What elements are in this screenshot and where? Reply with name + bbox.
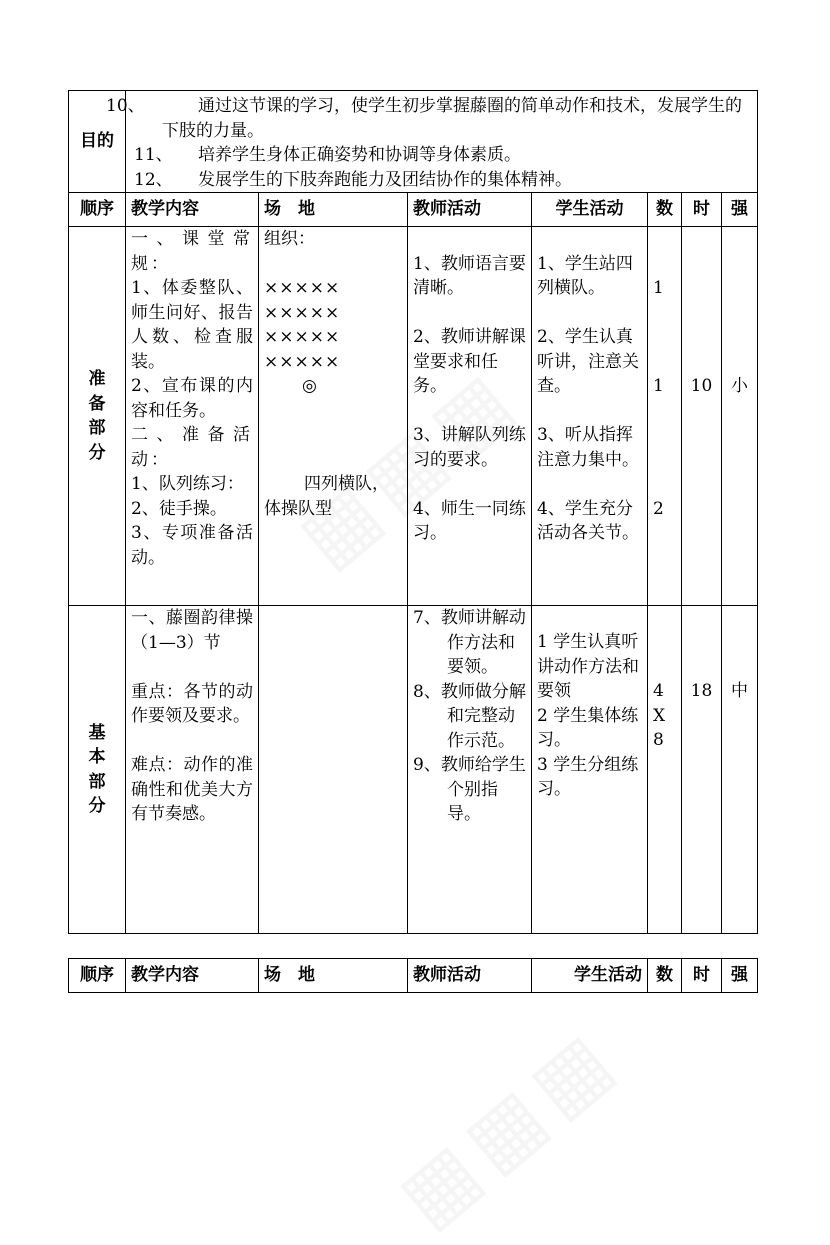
prep-count: 1 1 2 xyxy=(648,227,682,606)
basic-count: 4 X 8 xyxy=(648,606,682,934)
header-order: 顺序 xyxy=(69,193,126,227)
header-venue: 场 地 xyxy=(259,959,408,993)
header-intensity: 强 xyxy=(722,959,758,993)
header-time: 时 xyxy=(682,959,722,993)
prep-intensity: 小 xyxy=(722,227,758,606)
watermark xyxy=(380,1008,636,1244)
basic-student: 1 学生认真听讲动作方法和要领 2 学生集体练习。 3 学生分组练习。 xyxy=(532,606,648,934)
prep-label: 准 备 部 分 xyxy=(69,227,126,606)
basic-venue xyxy=(259,606,408,934)
header-content: 教学内容 xyxy=(126,959,259,993)
second-header-table xyxy=(68,958,758,993)
header-row xyxy=(69,193,758,227)
header-venue: 场 地 xyxy=(259,193,408,227)
lesson-plan-table xyxy=(68,90,758,934)
goals-label: 目的 xyxy=(69,91,126,193)
basic-intensity: 中 xyxy=(722,606,758,934)
basic-content: 一、藤圈韵律操 （1—3）节 重点：各节的动作要领及要求。 难点：动作的准确性和优美大方有节奏感。 xyxy=(126,606,259,934)
header-teacher: 教师活动 xyxy=(408,959,532,993)
teacher-step: 9、教师给学生个别指导。 xyxy=(413,755,526,824)
teacher-step: 7、教师讲解动作方法和要领。 xyxy=(413,608,526,677)
header-time: 时 xyxy=(682,193,722,227)
basic-row xyxy=(69,606,758,934)
basic-label: 基 本 部 分 xyxy=(69,606,126,934)
prep-time: 10 xyxy=(682,227,722,606)
prep-row xyxy=(69,227,758,606)
prep-venue: 组织： ××××× ××××× ××××× ××××× ◎ 四列横队，体操队型 xyxy=(259,227,408,606)
teacher-step: 8、教师做分解和完整动作示范。 xyxy=(413,681,526,751)
header-teacher: 教师活动 xyxy=(408,193,532,227)
basic-teacher xyxy=(408,606,532,934)
header-row-2 xyxy=(69,959,758,993)
header-student: 学生活动 xyxy=(532,959,648,993)
prep-student: 1、学生站四列横队。 2、学生认真听讲，注意关查。 3、听从指挥注意力集中。 4、学生充分活动各关节。 xyxy=(532,227,648,606)
basic-time: 18 xyxy=(682,606,722,934)
header-intensity: 强 xyxy=(722,193,758,227)
header-order: 顺序 xyxy=(69,959,126,993)
prep-content: 一、课堂常规： 1、体委整队、师生问好、报告人数、检查服装。 2、宣布课的内容和任务。 二、准备活动： 1、队列练习： 2、徒手操。 3、专项准备活动。 xyxy=(126,227,259,606)
goal-item: 11、 培养学生身体正确姿势和协调等身体素质。 xyxy=(134,145,521,165)
goal-item: 10、 通过这节课的学习，使学生初步掌握藤圈的简单动作和技术，发展学生的下肢的力量。 xyxy=(106,96,742,141)
header-content: 教学内容 xyxy=(126,193,259,227)
goals-list xyxy=(106,91,758,193)
header-count: 数 xyxy=(648,959,682,993)
header-student: 学生活动 xyxy=(532,193,648,227)
header-count: 数 xyxy=(648,193,682,227)
goals-row xyxy=(69,91,758,193)
goal-item: 12、 发展学生的下肢奔跑能力及团结协作的集体精神。 xyxy=(134,169,572,190)
prep-teacher: 1、教师语言要清晰。 2、教师讲解课堂要求和任务。 3、讲解队列练习的要求。 4、师生一同练习。 xyxy=(408,227,532,606)
